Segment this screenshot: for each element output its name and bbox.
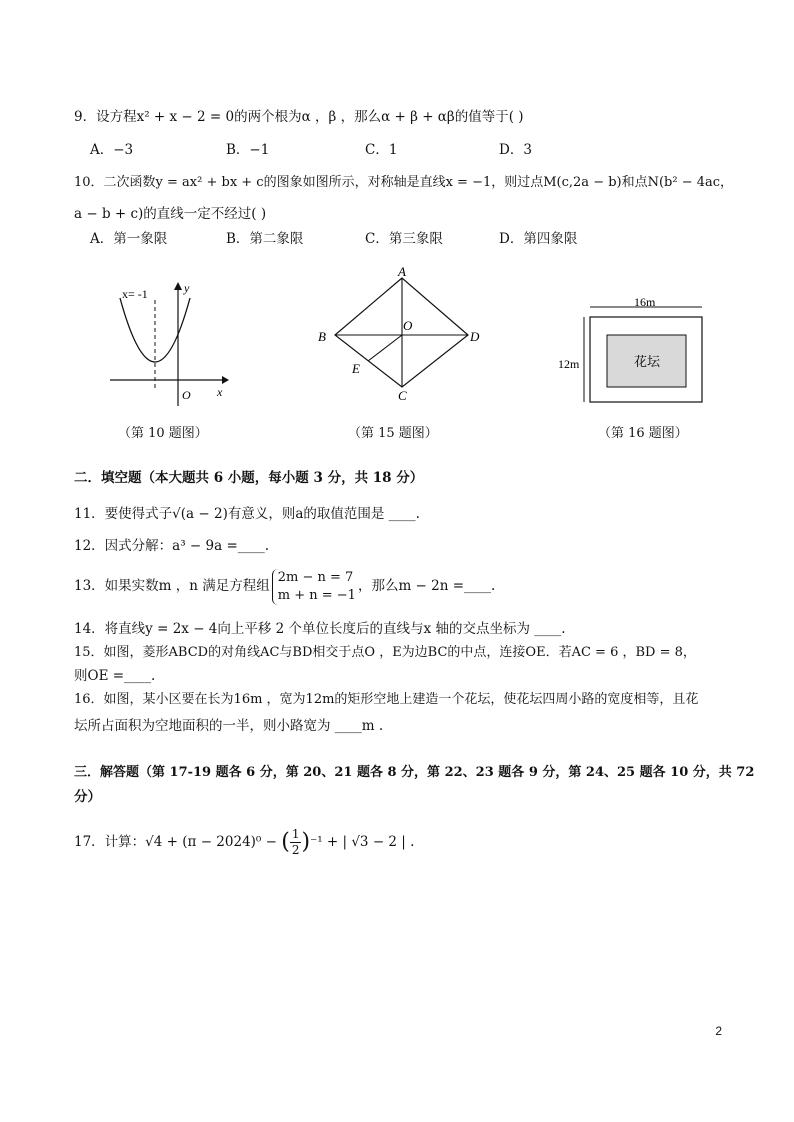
q10-option-c: C．第三象限 [365,231,443,247]
q13 [74,566,495,606]
x-axis-arrow [222,376,229,384]
q17-fraction-denominator: 2 [291,843,300,857]
q16-line2: 坛所占面积为空地面积的一半，则小路宽为 ____m . [74,718,384,734]
figure-15-caption: （第 15 题图） [348,426,438,441]
width-label: 16m [634,295,656,309]
q9-option-b: B．−1 [226,142,270,158]
y-label: y [184,281,190,295]
label-a: A [398,265,406,279]
q13-eq1: 2m − n = 7 [277,569,354,585]
x-label: x [217,385,223,399]
figure-16-garden [556,290,716,410]
segment-oe [368,335,402,361]
q9-option-c: C．1 [365,142,398,158]
q17-fraction-numerator: 1 [291,827,300,841]
q10-option-a: A．第一象限 [90,231,168,247]
q11: 11．要使得式子√(a − 2)有意义，则a的取值范围是 ____. [74,506,420,522]
q9-option-d: D．3 [499,142,532,158]
label-d: D [470,329,480,344]
q15-line1: 15．如图，菱形ABCD的对角线AC与BD相交于点O ，E为边BC的中点，连接OE．若AC = 6 ，BD = 8， [74,645,696,660]
label-c: C [398,388,407,403]
q10-stem-line2: a − b + c)的直线一定不经过( ) [74,206,267,222]
label-e: E [352,361,360,376]
section-3-title-line2: 分） [74,789,101,805]
q12: 12．因式分解：a³ − 9a =____. [74,538,270,554]
figure-16-caption: （第 16 题图） [598,426,688,441]
q13-equation-system [272,569,356,605]
q17-fraction [290,827,302,858]
q17-left-paren: ( [281,829,290,855]
q10-option-d: D．第四象限 [499,231,578,247]
figure-10-caption: （第 10 题图） [118,426,208,441]
q17-right-paren: ) [301,829,311,855]
q13-prefix: 13．如果实数m ，n 满足方程组 [74,578,270,594]
height-label: 12m [558,357,580,371]
label-o: O [403,318,413,333]
q15-line2: 则OE =____. [74,668,156,684]
q17-suffix: ⁻¹ + | √3 − 2 | . [310,834,415,850]
q17 [74,824,414,861]
symmetry-label: x= -1 [122,287,148,301]
section-3-title-line1: 三．解答题（第 17-19 题各 6 分，第 20、21 题各 8 分，第 22、23 题各 9 分，第 24、25 题各 10 分，共 72 [74,765,755,780]
q17-prefix: 17．计算：√4 + (π − 2024)⁰ − [74,834,277,850]
origin-label: O [182,388,191,402]
q10-stem-line1: 10．二次函数y = ax² + bx + c的图象如图所示，对称轴是直线x = −1，则过点M(c,2a − b)和点N(b² − 4ac， [74,175,734,190]
q13-suffix: ，那么m − 2n =____. [357,578,496,594]
section-2-title: 二．填空题（本大题共 6 小题，每小题 3 分，共 18 分） [74,470,424,486]
label-b: B [318,329,326,344]
q13-eq2: m + n = −1 [277,587,356,603]
q9-option-a: A．−3 [90,142,134,158]
q14: 14．将直线y = 2x − 4向上平移 2 个单位长度后的直线与x 轴的交点坐标为 ____. [74,621,566,637]
y-axis-arrow [174,282,182,290]
garden-label: 花坛 [634,354,661,369]
q9-stem: 9．设方程x² + x − 2 = 0的两个根为α ，β ，那么α + β + αβ的值等于( ) [74,109,524,125]
figure-10-parabola [100,278,230,408]
figure-15-rhombus [310,265,490,405]
q16-line1: 16．如图，某小区要在长为16m ，宽为12m的矩形空地上建造一个花坛，使花坛四周小路的宽度相等，且花 [74,692,699,707]
q10-option-b: B．第二象限 [226,231,304,247]
page-number: 2 [715,1024,722,1038]
